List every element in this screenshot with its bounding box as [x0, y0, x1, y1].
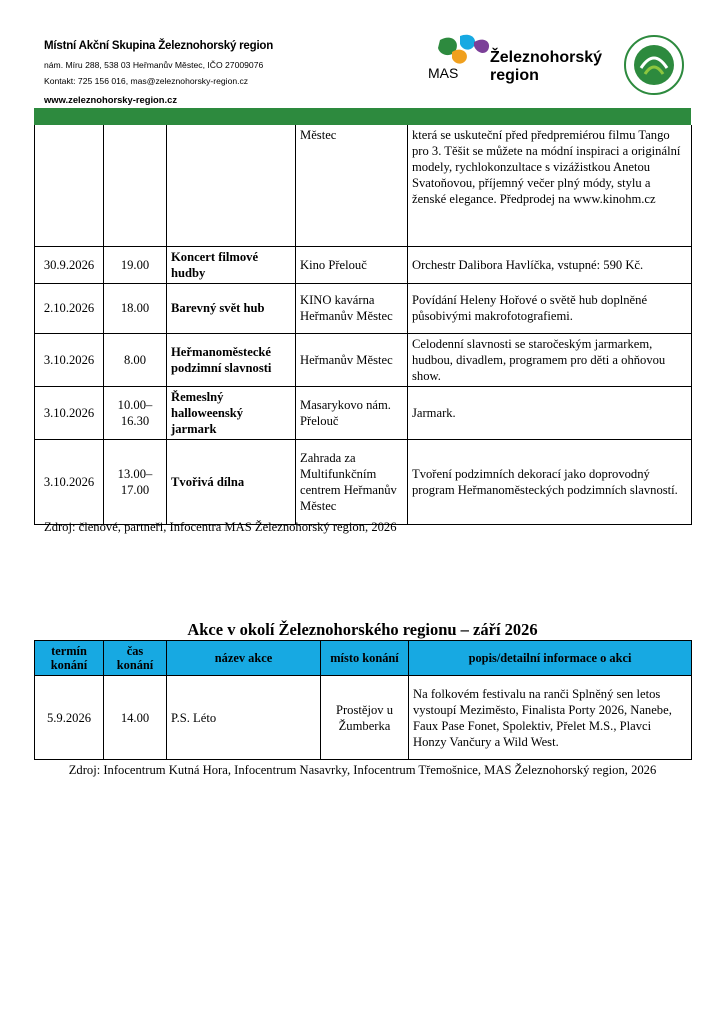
table-row: 3.10.2026 10.00–16.30 Řemeslný halloweenský jarmark Masarykovo nám. Přelouč Jarmark.	[35, 386, 692, 439]
table-row: Městec která se uskuteční před předpremiérou filmu Tango pro 3. Těšit se můžete na módní inspiraci a originální modely, rychlokonzultace s vizážistkou Anetou Svatoňovou, příjemný večer plný módy, stylu a ženské elegance. Předprodej na www.kinohm.cz	[35, 125, 692, 246]
mas-logo	[426, 30, 606, 92]
table-header-row	[35, 641, 692, 676]
col-header-time: čas konání	[104, 641, 167, 676]
table-row: 30.9.2026 19.00 Koncert filmové hudby Kino Přelouč Orchestr Dalibora Havlíčka, vstupné: 590 Kč.	[35, 246, 692, 283]
table-row: 3.10.2026 13.00–17.00 Tvořivá dílna Zahrada za Multifunkčním centrem Heřmanův Městec Tvoření podzimních dekorací jako doprovodný program Heřmanoměsteckých podzimních slavností.	[35, 439, 692, 524]
org-address: nám. Míru 288, 538 03 Heřmanův Městec, IČO 27009076	[44, 60, 264, 70]
col-header-name: název akce	[167, 641, 321, 676]
events-table	[34, 125, 692, 525]
table2-source: Zdroj: Infocentrum Kutná Hora, Infocentrum Nasavrky, Infocentrum Třemošnice, MAS Železnohorský region, 2026	[68, 763, 657, 777]
logo-name-line2: region	[490, 67, 539, 84]
org-name: Místní Akční Skupina Železnohorský region	[44, 40, 274, 52]
zelezne-hory-seal-icon	[623, 34, 685, 96]
col-header-desc: popis/detailní informace o akci	[409, 641, 692, 676]
table1-source: Zdroj: členové, partneři, Infocentra MAS Železnohorský region, 2026	[44, 520, 397, 534]
org-contact: Kontakt: 725 156 016, mas@zeleznohorsky-region.cz	[44, 76, 249, 86]
logo-name-line1: Železnohorský	[490, 49, 603, 66]
org-website[interactable]: www.zeleznohorsky-region.cz	[44, 94, 178, 105]
nearby-events-table	[34, 640, 692, 760]
section-title: Akce v okolí Železnohorského regionu – září 2026	[187, 620, 538, 639]
header-rule	[34, 108, 691, 125]
col-header-date: termín konání	[35, 641, 104, 676]
logo-mas-text: MAS	[428, 65, 459, 81]
table-row: 3.10.2026 8.00 Heřmanoměstecké podzimní slavnosti Heřmanův Městec Celodenní slavnosti se staročeským jarmarkem, hudbou, divadlem, programem pro děti a ohňovou show.	[35, 333, 692, 386]
table-row: 5.9.2026 14.00 P.S. Léto Prostějov u Žumberka Na folkovém festivalu na ranči Splněný sen letos vystoupí Meziměsto, Finalista Porty 2026, Nanebe, Faux Pase Fonet, Spolektiv, Přelet M.S., Plavci Honzy Vančury a Wild West.	[35, 676, 692, 760]
col-header-place: místo konání	[321, 641, 409, 676]
table-row: 2.10.2026 18.00 Barevný svět hub KINO kavárna Heřmanův Městec Povídání Heleny Hořové o světě hub doplněné působivými makrofotografiemi.	[35, 283, 692, 333]
